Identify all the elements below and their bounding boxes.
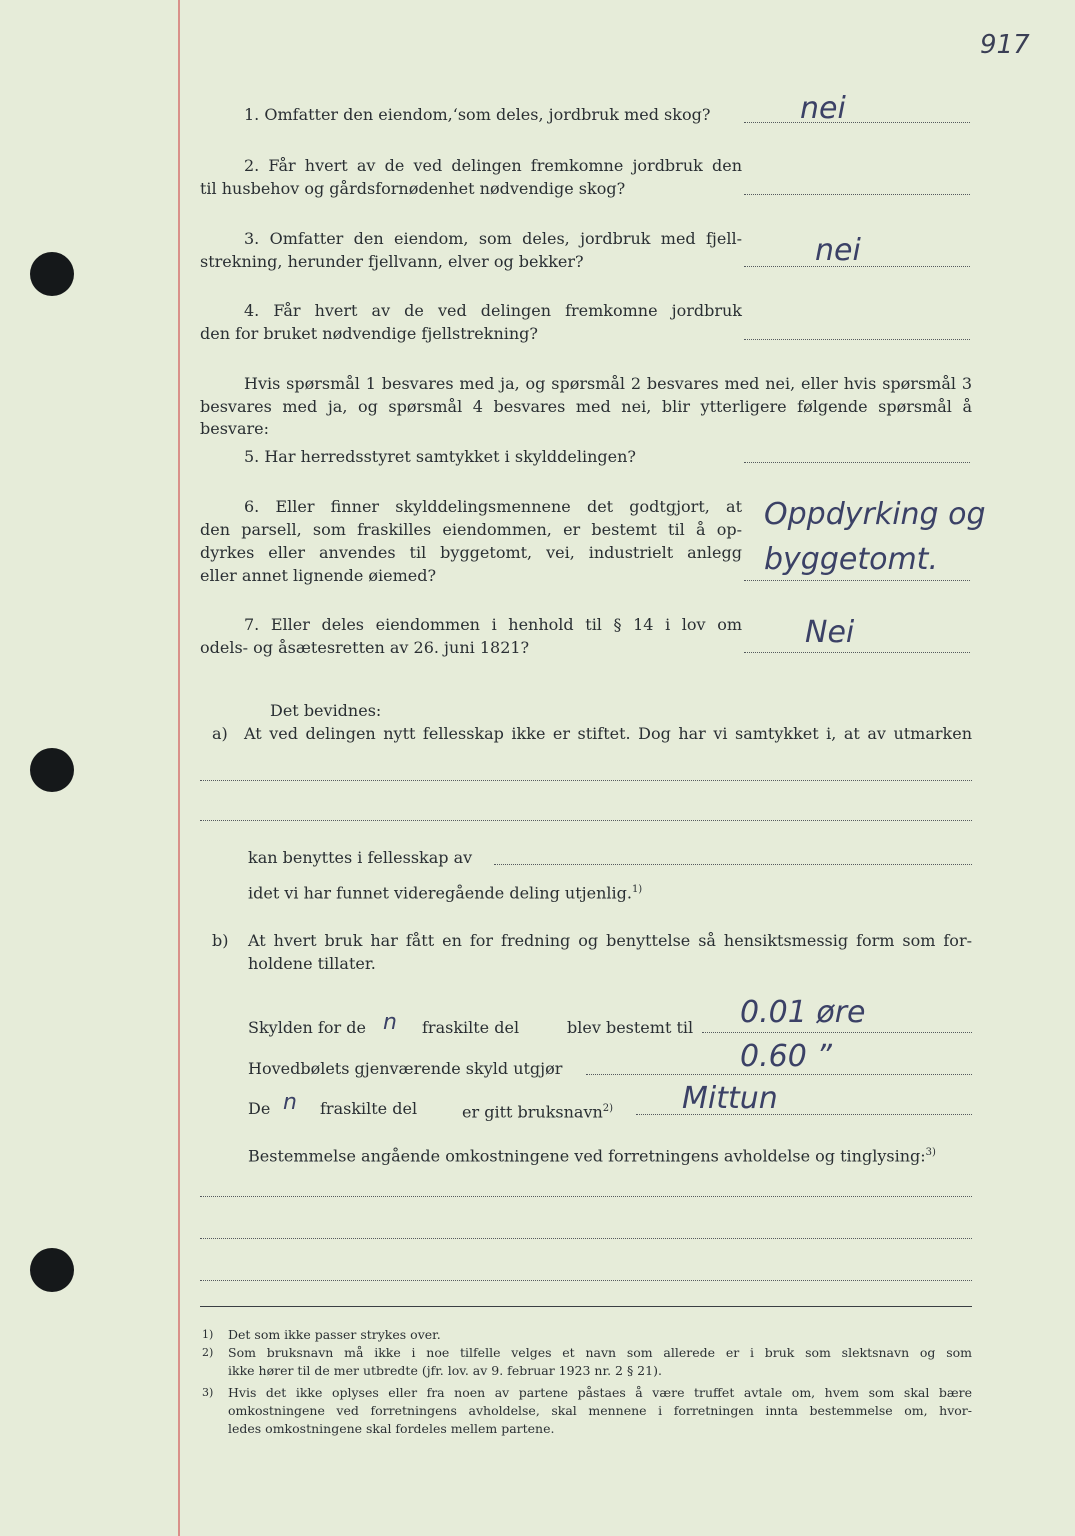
footnote-3-line-1: Hvis det ikke oplyses eller fra noen av partene påstaes å være truffet avtale om, hvem som skal bære: [228, 1385, 972, 1400]
footnote-separator: [200, 1306, 972, 1307]
answer-line-6: [744, 580, 970, 581]
margin-line: [178, 0, 180, 1536]
conditional-intro-line-2: besvares med ja, og spørsmål 4 besvares med nei, blir ytterligere følgende spørsmål å besvare:: [200, 397, 972, 438]
skyld-label-3: blev bestemt til: [567, 1018, 694, 1037]
name-label-1: De: [248, 1099, 271, 1118]
question-6-line-3: dyrkes eller anvendes til byggetomt, vei, industrielt anlegg: [200, 543, 742, 562]
question-1: 1. Omfatter den eiendom,ʻsom deles, jordbruk med skog?: [244, 105, 711, 124]
blank-line-a1: [200, 780, 972, 781]
question-3-line-2: strekning, herunder fjellvann, elver og bekker?: [200, 252, 584, 271]
footnote-3-mark: 3): [202, 1386, 214, 1399]
name-value: Mittun: [682, 1081, 778, 1116]
name-label-2: fraskilte del: [320, 1099, 418, 1118]
attest-a-text: At ved delingen nytt fellesskap ikke er stiftet. Dog har vi samtykket i, at av utmarken: [244, 724, 972, 743]
attest-heading: Det bevidnes:: [270, 701, 382, 720]
answer-6-line-1: Oppdyrking og: [764, 497, 986, 532]
conditional-intro-line-1: Hvis spørsmål 1 besvares med ja, og spørsmål 2 besvares med nei, eller hvis spørsmål 3: [244, 374, 972, 393]
attest-b-line-1: At hvert bruk har fått en for fredning og benyttelse så hensiktsmessig form som for‑: [248, 931, 972, 950]
question-2-line-2: til husbehov og gårdsfornødenhet nødvendige skog?: [200, 179, 626, 198]
shared-use-line: [494, 864, 972, 865]
costs-label: Bestemmelse angående omkostningene ved forretningens avholdelse og tinglysing:$^{3)}$: [248, 1146, 936, 1166]
skyld-label-2: fraskilte del: [422, 1018, 520, 1037]
blank-line-a2: [200, 820, 972, 821]
remaining-value: 0.60 ”: [740, 1039, 832, 1074]
footnote-2-line-1: Som bruksnavn må ikke i noe tilfelle velges et navn som allerede er i bruk som slektsnavn og som: [228, 1345, 972, 1360]
punch-hole-middle: [30, 748, 74, 792]
footnote-1: Det som ikke passer strykes over.: [228, 1327, 441, 1342]
punch-hole-bottom: [30, 1248, 74, 1292]
skyld-label-1: Skylden for de: [248, 1018, 366, 1037]
blank-line-c2: [200, 1238, 972, 1239]
answer-line-2: [744, 194, 970, 195]
attest-b-line-2: holdene tillater.: [248, 954, 376, 973]
question-6-line-2: den parsell, som fraskilles eiendommen, er bestemt til å op‑: [200, 520, 742, 539]
answer-line-5: [744, 462, 970, 463]
shared-use-label: kan benyttes i fellesskap av: [248, 848, 473, 867]
question-5: 5. Har herredsstyret samtykket i skylddelingen?: [244, 447, 636, 466]
name-handwritten-n: n: [283, 1090, 297, 1115]
question-7-line-2: odels‑ og åsætesretten av 26. juni 1821?: [200, 638, 530, 657]
attest-b-marker: b): [212, 931, 229, 950]
footnote-2-mark: 2): [202, 1346, 214, 1359]
question-6-line-1: 6. Eller finner skylddelingsmennene det godtgjort, at: [244, 497, 742, 516]
blank-line-c1: [200, 1196, 972, 1197]
skyld-handwritten-n: n: [383, 1010, 397, 1035]
footnote-2-line-2: ikke hører til de mer utbredte (jfr. lov. av 9. februar 1923 nr. 2 § 21).: [228, 1363, 662, 1378]
footnote-1-mark: 1): [202, 1328, 214, 1341]
question-2-line-1: 2. Får hvert av de ved delingen fremkomne jordbruk den: [244, 156, 742, 175]
answer-line-1: [744, 122, 970, 123]
skyld-value: 0.01 øre: [740, 995, 866, 1030]
answer-line-7: [744, 652, 970, 653]
answer-3: nei: [815, 233, 861, 268]
page-number: 917: [980, 30, 1030, 60]
punch-hole-top: [30, 252, 74, 296]
question-4-line-2: den for bruket nødvendige fjellstrekning?: [200, 324, 538, 343]
remaining-line: [586, 1074, 972, 1075]
division-text: idet vi har funnet videregående deling utjenlig.$^{1)}$: [248, 883, 643, 903]
answer-7: Nei: [805, 615, 855, 650]
answer-line-4: [744, 339, 970, 340]
skyld-line: [702, 1032, 972, 1033]
footnote-3-line-2: omkostningene ved forretningens avholdelse, skal mennene i forretningen innta bestemmelse om, hvor‑: [228, 1403, 972, 1418]
answer-6-line-2: byggetomt.: [764, 542, 938, 577]
question-7-line-1: 7. Eller deles eiendommen i henhold til § 14 i lov om: [244, 615, 742, 634]
question-3-line-1: 3. Omfatter den eiendom, som deles, jordbruk med fjell‑: [244, 229, 742, 248]
blank-line-c3: [200, 1280, 972, 1281]
footnote-3-line-3: ledes omkostningene skal fordeles mellem partene.: [228, 1421, 555, 1436]
question-4-line-1: 4. Får hvert av de ved delingen fremkomne jordbruk: [244, 301, 742, 320]
name-label-3: er gitt bruksnavn$^{2)}$: [462, 1102, 614, 1122]
attest-a-marker: a): [212, 724, 228, 743]
remaining-label: Hovedbølets gjenværende skyld utgjør: [248, 1059, 563, 1078]
answer-1: nei: [800, 91, 846, 126]
question-6-line-4: eller annet lignende øiemed?: [200, 566, 437, 585]
